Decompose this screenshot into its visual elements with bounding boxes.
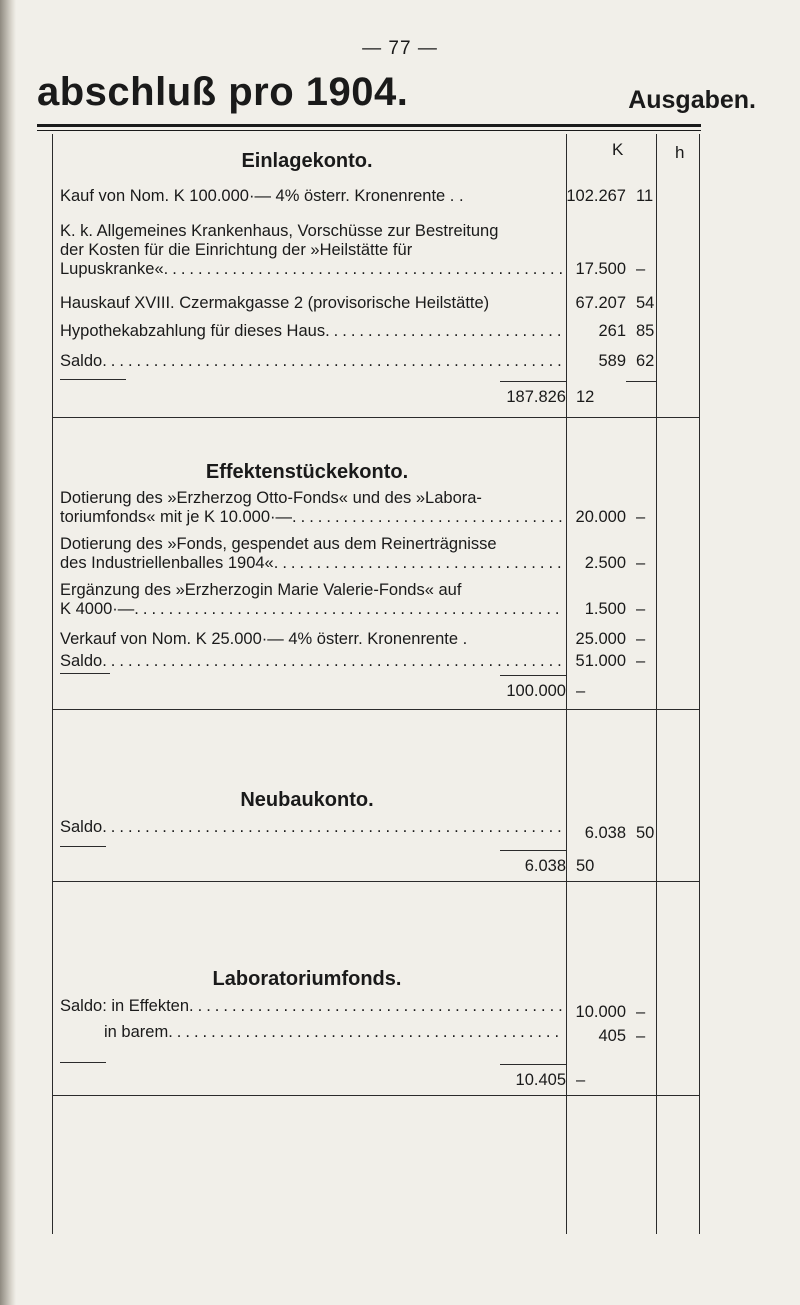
section-separator <box>52 881 699 882</box>
amount-heller: 62 <box>636 352 655 370</box>
ledger-row: Saldo: in Effekten ..... 10.000 – <box>60 997 696 1016</box>
ledger-row: Saldo ..... 6.038 50 <box>60 818 696 837</box>
amount-heller: – <box>636 600 646 618</box>
page-edge-shadow <box>0 0 16 1305</box>
amount-kronen: 261 <box>598 322 626 340</box>
header-rule-thin <box>37 130 701 131</box>
amount-heller: 54 <box>636 294 655 312</box>
amount-heller: 50 <box>636 824 655 842</box>
ledger-row: Ergänzung des »Erzherzogin Marie Valerie-Fonds« auf K 4000·— ..... 1.500 – <box>60 581 696 619</box>
total-heller: 12 <box>576 388 595 406</box>
amount-kronen: 102.267 <box>566 187 626 205</box>
ledger-row: Hauskauf XVIII. Czermakgasse 2 (provisorische Heilstätte) 67.207 54 <box>60 294 696 313</box>
amount-heller: – <box>636 260 646 278</box>
header-rule-thick <box>37 124 701 127</box>
column-header-kronen: K <box>612 140 624 159</box>
amount-kronen: 17.500 <box>575 260 626 278</box>
sum-rule <box>500 850 566 851</box>
amount-kronen: 2.500 <box>584 554 626 572</box>
left-border <box>52 134 53 1234</box>
amount-heller: – <box>636 1027 646 1045</box>
total-kronen: 6.038 <box>524 857 566 875</box>
page-number: — 77 — <box>362 38 438 59</box>
right-border <box>699 134 700 1234</box>
total-kronen: 10.405 <box>515 1071 566 1089</box>
amount-heller: 11 <box>636 187 654 205</box>
section-title-einlagekonto: Einlagekonto. <box>241 150 373 172</box>
section-separator <box>52 709 699 710</box>
amount-heller: – <box>636 508 646 526</box>
saldo-underline <box>60 673 110 674</box>
ledger-row: in barem ..... 405 – <box>60 1023 696 1042</box>
total-heller: – <box>576 682 586 700</box>
sum-rule <box>500 381 566 382</box>
saldo-underline <box>60 846 106 847</box>
total-heller: 50 <box>576 857 595 875</box>
amount-kronen: 405 <box>598 1027 626 1045</box>
section-title-laboratoriumfonds: Laboratoriumfonds. <box>212 968 402 990</box>
ledger-row: Saldo ..... 589 62 <box>60 352 696 371</box>
amount-kronen: 1.500 <box>584 600 626 618</box>
amount-kronen: 51.000 <box>575 652 626 670</box>
amount-heller: 85 <box>636 322 655 340</box>
page-title: abschluß pro 1904. <box>37 70 409 114</box>
page-subtitle: Ausgaben. <box>628 86 756 114</box>
sum-rule <box>500 675 566 676</box>
ledger-row: Verkauf von Nom. K 25.000·— 4% österr. Kronenrente . 25.000 – <box>60 630 696 649</box>
saldo-underline <box>60 379 126 380</box>
sum-rule <box>500 1064 566 1065</box>
total-kronen: 100.000 <box>506 682 566 700</box>
total-heller: – <box>576 1071 586 1089</box>
amount-heller: – <box>636 1003 646 1021</box>
total-kronen: 187.826 <box>506 388 566 406</box>
ledger-row: Hypothekabzahlung für dieses Haus ..... 261 85 <box>60 322 696 341</box>
amount-kronen: 67.207 <box>575 294 626 312</box>
amount-heller: – <box>636 652 646 670</box>
amount-kronen: 6.038 <box>584 824 626 842</box>
ledger-row: K. k. Allgemeines Krankenhaus, Vorschüsse zur Bestreitung der Kosten für die Einrichtung der »Heilstätte für Lupuskranke« ..... 17.500 – <box>60 222 696 279</box>
ledger-row: Kauf von Nom. K 100.000·— 4% österr. Kronenrente . . 102.267 11 <box>60 187 696 206</box>
amount-kronen: 589 <box>598 352 626 370</box>
section-title-effektenstueckekonto: Effektenstückekonto. <box>205 461 409 483</box>
section-separator <box>52 417 699 418</box>
amount-heller: – <box>636 630 646 648</box>
column-header-heller: h <box>675 143 685 162</box>
section-title-neubaukonto: Neubaukonto. <box>240 789 374 811</box>
amount-kronen: 25.000 <box>575 630 626 648</box>
ledger-row: Saldo ..... 51.000 – <box>60 652 696 671</box>
sum-rule <box>626 381 656 382</box>
ledger-row: Dotierung des »Fonds, gespendet aus dem Reinerträgnisse des Industriellenballes 1904« ..... 2.500 – <box>60 535 696 573</box>
amount-kronen: 10.000 <box>575 1003 626 1021</box>
section-separator <box>52 1095 699 1096</box>
ledger-row: Dotierung des »Erzherzog Otto-Fonds« und des »Labora- toriumfonds« mit je K 10.000·— ..... 20.000 – <box>60 489 696 527</box>
amount-kronen: 20.000 <box>575 508 626 526</box>
saldo-underline <box>60 1062 106 1063</box>
amount-heller: – <box>636 554 646 572</box>
